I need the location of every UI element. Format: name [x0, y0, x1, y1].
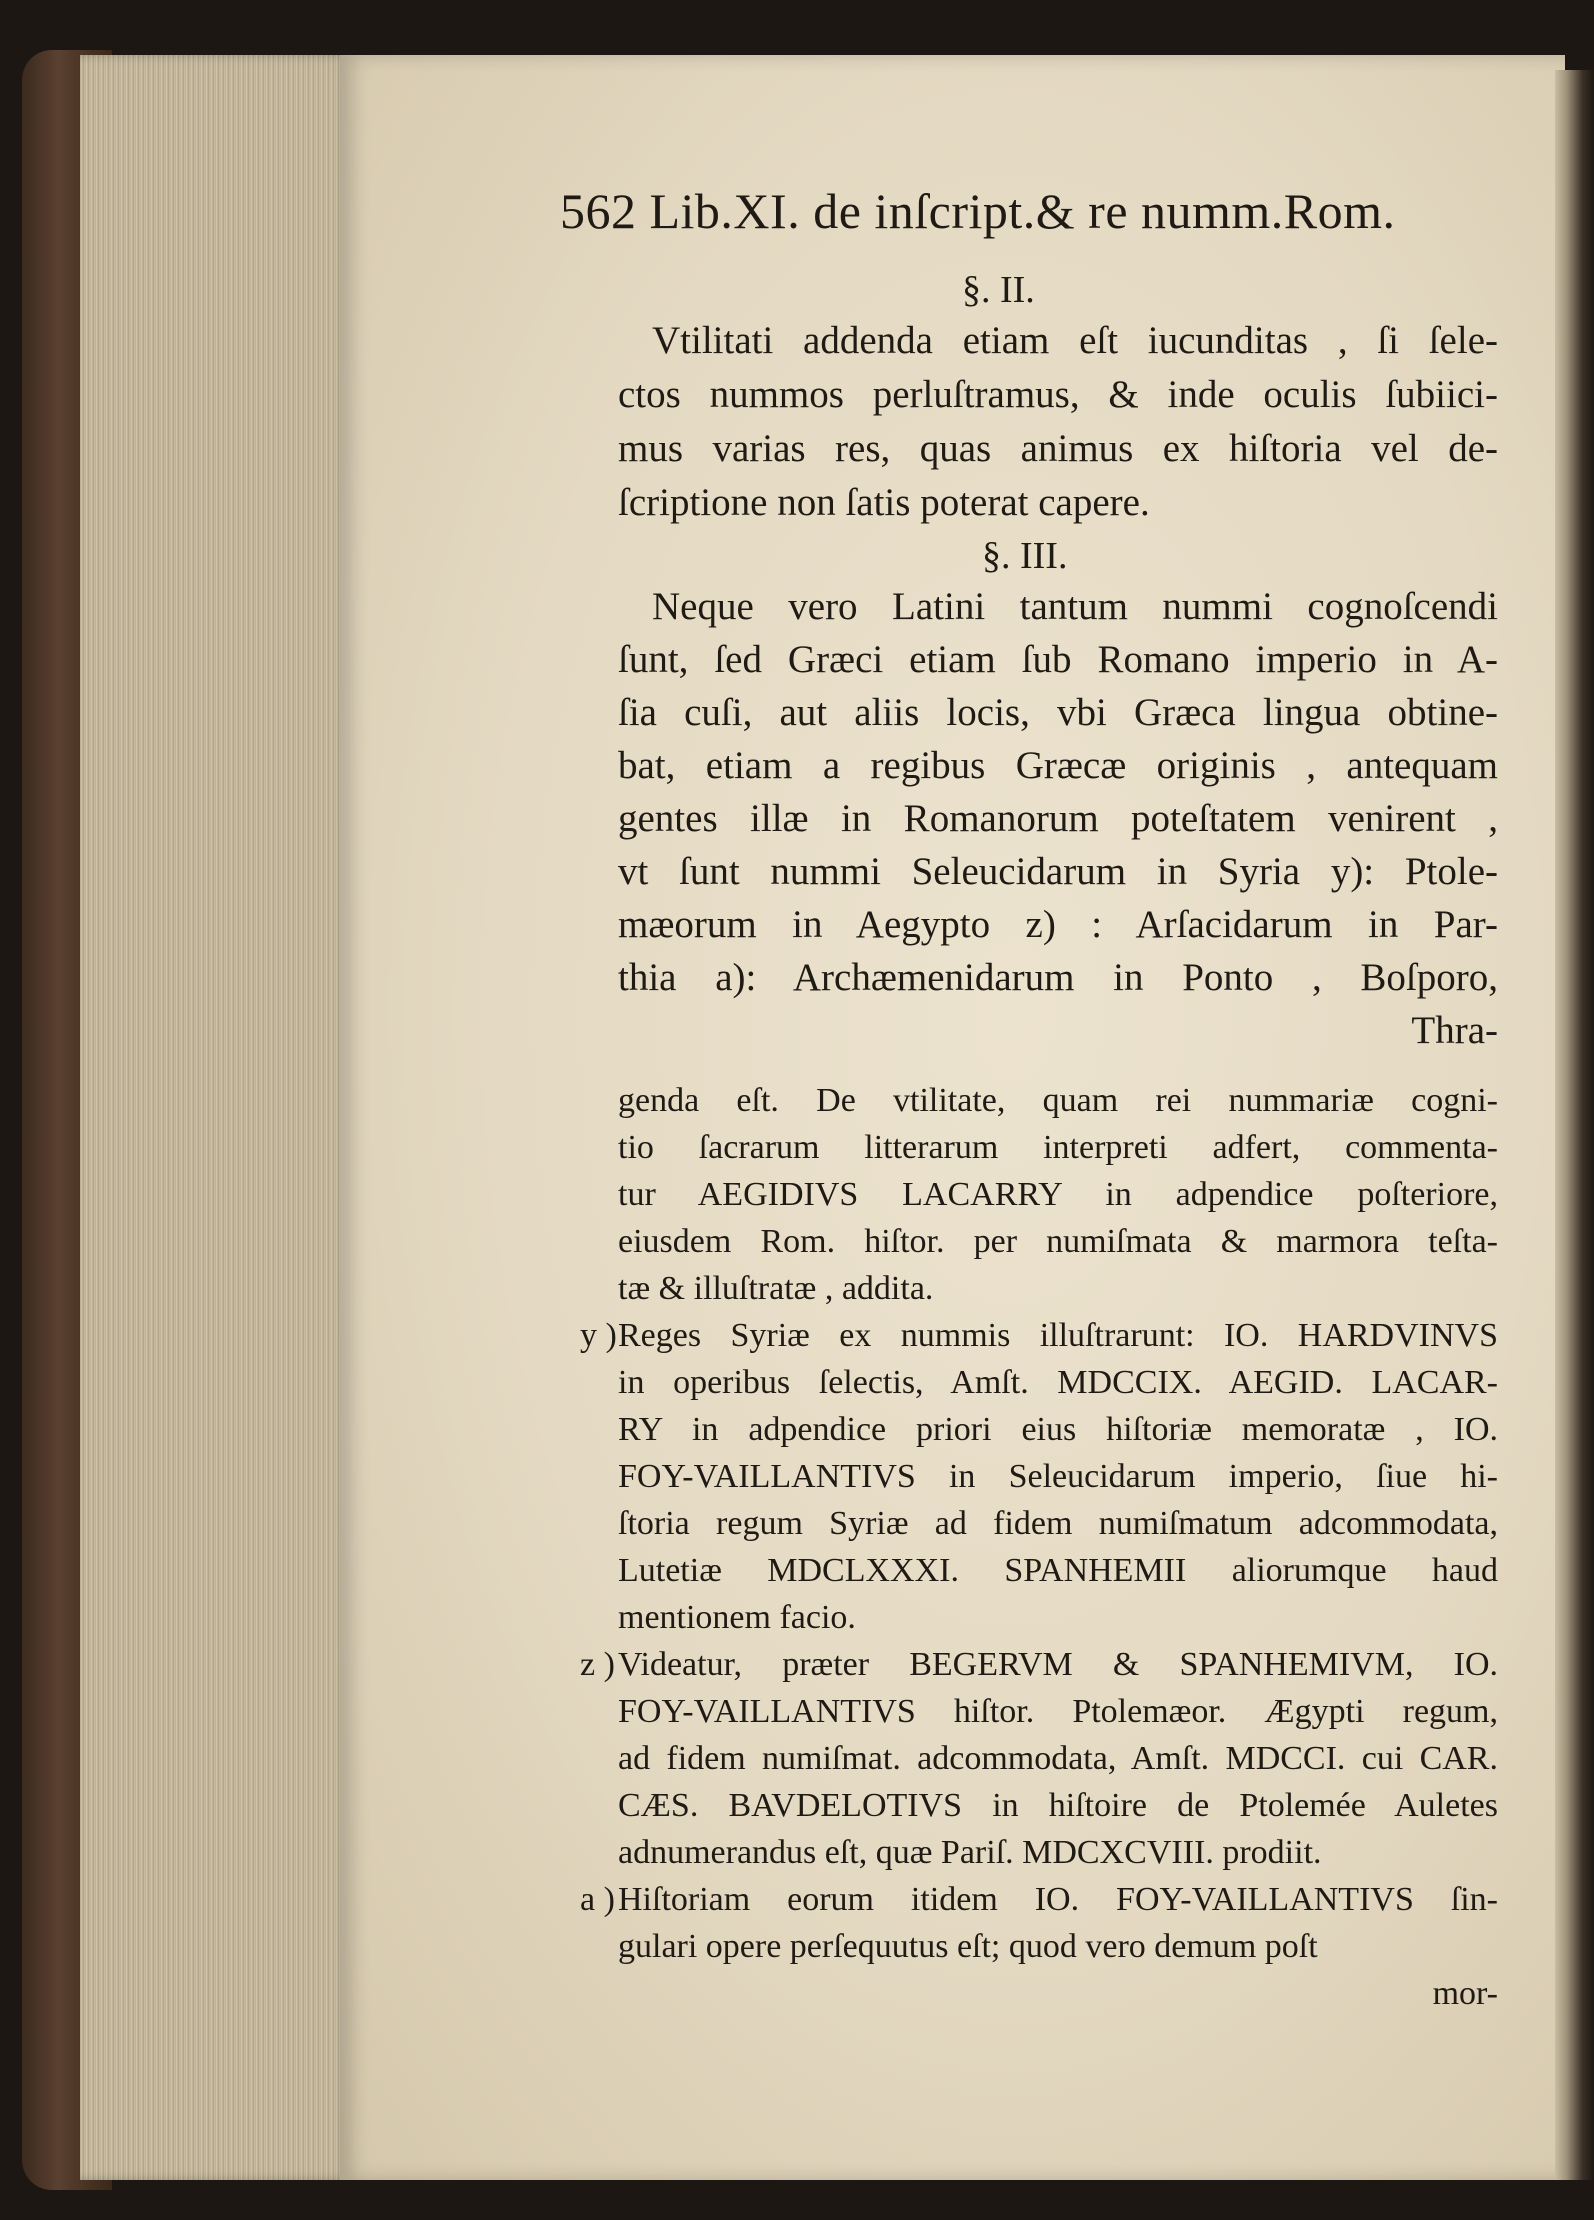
footnote-marker-z: z ): [580, 1646, 615, 1683]
body-line: mus varias res, quas animus ex hiſtoria vel de-: [618, 427, 1498, 470]
facing-page-edge: [1555, 70, 1594, 2180]
catchword: mor-: [1432, 1975, 1498, 2012]
footnote-line: mentionem facio.: [618, 1599, 856, 1636]
catchword: Thra-: [1411, 1009, 1498, 1052]
footnote-line: tæ & illuſtratæ , addita.: [618, 1270, 934, 1307]
body-line: ſcriptione non ſatis poterat capere.: [618, 481, 1150, 524]
footnote-line: genda eſt. De vtilitate, quam rei nummariæ cogni-: [618, 1082, 1498, 1119]
footnote-line: Hiſtoriam eorum itidem IO. FOY-VAILLANTIVS ſin-: [618, 1881, 1498, 1918]
body-line: vt ſunt nummi Seleucidarum in Syria y): Ptole-: [618, 850, 1498, 893]
section-heading-2: §. II.: [962, 269, 1035, 311]
footnote-line: gulari opere perſequutus eſt; quod vero demum poſt: [618, 1928, 1318, 1965]
footnote-line: tio ſacrarum litterarum interpreti adfert, commenta-: [618, 1129, 1498, 1166]
footnote-line: Videatur, præter BEGERVM & SPANHEMIVM, IO.: [618, 1646, 1498, 1683]
body-line: bat, etiam a regibus Græcæ originis , antequam: [618, 744, 1498, 787]
page-block-edges: [80, 55, 350, 2180]
body-line: ſia cuſi, aut aliis locis, vbi Græca lingua obtine-: [618, 691, 1498, 734]
footnote-line: adnumerandus eſt, quæ Pariſ. MDCXCVIII. prodiit.: [618, 1834, 1322, 1871]
footnote-marker-y: y ): [580, 1317, 617, 1354]
footnote-line: in operibus ſelectis, Amſt. MDCCIX. AEGID. LACAR-: [618, 1364, 1498, 1401]
page-header: 562 Lib.XI. de inſcript.& re numm.Rom.: [560, 183, 1396, 239]
section-heading-3: §. III.: [982, 535, 1068, 577]
body-line: mæorum in Aegypto z) : Arſacidarum in Par-: [618, 903, 1498, 946]
footnote-line: FOY-VAILLANTIVS in Seleucidarum imperio, ſiue hi-: [618, 1458, 1498, 1495]
footnote-line: RY in adpendice priori eius hiſtoriæ memoratæ , IO.: [618, 1411, 1498, 1448]
footnote-line: tur AEGIDIVS LACARRY in adpendice poſteriore,: [618, 1176, 1498, 1213]
footnote-line: ſtoria regum Syriæ ad fidem numiſmatum adcommodata,: [618, 1505, 1498, 1542]
body-line: ctos nummos perluſtramus, & inde oculis ſubiici-: [618, 373, 1498, 416]
body-line: thia a): Archæmenidarum in Ponto , Boſporo,: [618, 956, 1498, 999]
footnote-line: eiusdem Rom. hiſtor. per numiſmata & marmora teſta-: [618, 1223, 1498, 1260]
footnote-line: ad fidem numiſmat. adcommodata, Amſt. MDCCI. cui CAR.: [618, 1740, 1498, 1777]
body-line: Neque vero Latini tantum nummi cognoſcendi: [652, 585, 1498, 628]
footnote-line: Lutetiæ MDCLXXXI. SPANHEMII aliorumque haud: [618, 1552, 1498, 1589]
body-line: gentes illæ in Romanorum poteſtatem venirent ,: [618, 797, 1498, 840]
body-line: ſunt, ſed Græci etiam ſub Romano imperio in A-: [618, 638, 1498, 681]
footnote-line: CÆS. BAVDELOTIVS in hiſtoire de Ptolemée Auletes: [618, 1787, 1498, 1824]
body-line: Vtilitati addenda etiam eſt iucunditas , ſi ſele-: [652, 319, 1498, 362]
footnote-line: FOY-VAILLANTIVS hiſtor. Ptolemæor. Ægypti regum,: [618, 1693, 1498, 1730]
footnote-marker-a: a ): [580, 1881, 615, 1918]
footnote-line: Reges Syriæ ex nummis illuſtrarunt: IO. HARDVINVS: [618, 1317, 1498, 1354]
